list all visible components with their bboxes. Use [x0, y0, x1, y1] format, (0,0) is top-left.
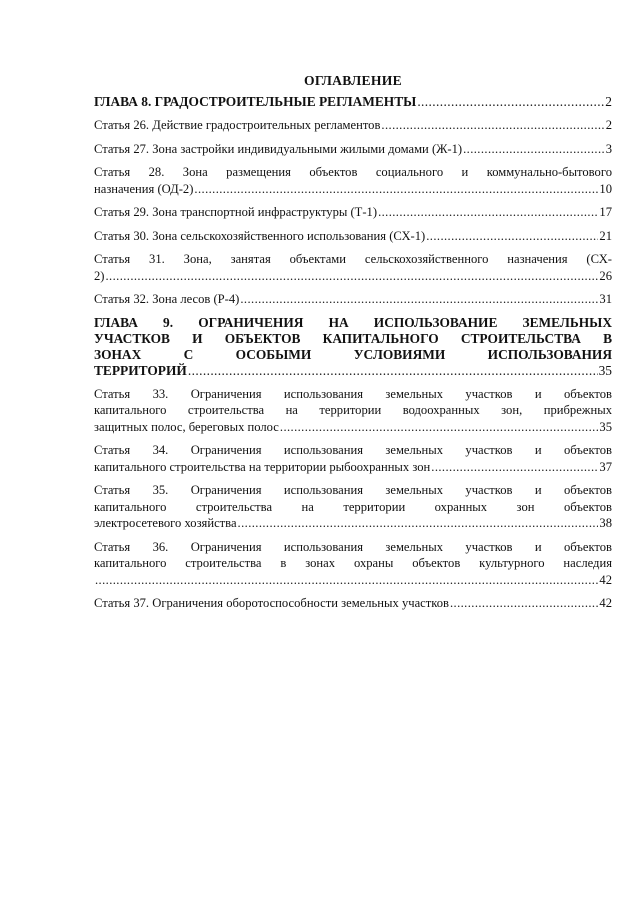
toc-page-number: 38 — [599, 516, 612, 530]
toc-page-number: 42 — [599, 596, 612, 610]
toc-entry-text: Статья 37. Ограничения оборотоспособности земельных участков — [94, 596, 449, 610]
toc-entries — [94, 94, 612, 612]
dot-leader — [426, 228, 598, 245]
dot-leader — [381, 117, 604, 134]
toc-entry-last-line — [94, 515, 612, 532]
toc-entry-line: УЧАСТКОВ И ОБЪЕКТОВ КАПИТАЛЬНОГО СТРОИТЕЛЬСТВА В — [94, 330, 612, 346]
toc-entry-line: Статья 36. Ограничения использования земельных участков и объектов — [94, 539, 612, 554]
dot-leader — [188, 363, 598, 379]
dot-leader — [417, 94, 604, 110]
dot-leader — [240, 291, 598, 308]
toc-article-entry[interactable] — [94, 204, 612, 221]
toc-entry-last-line — [94, 181, 612, 198]
toc-entry-line: Статья 28. Зона размещения объектов социального и коммунально-бытового — [94, 165, 612, 179]
toc-entry-last-line — [94, 572, 612, 589]
dot-leader — [463, 141, 605, 158]
toc-entry-line: капитального строительства на территории охранных зон объектов — [94, 499, 612, 514]
toc-article-entry[interactable] — [94, 539, 612, 589]
toc-chapter-entry[interactable] — [94, 94, 612, 110]
toc-article-entry[interactable] — [94, 164, 612, 197]
toc-page-number: 37 — [599, 459, 612, 474]
toc-entry-last-line — [94, 141, 612, 158]
toc-entry-line: ГЛАВА 9. ОГРАНИЧЕНИЯ НА ИСПОЛЬЗОВАНИЕ ЗЕМЕЛЬНЫХ — [94, 314, 612, 330]
toc-entry-last-line — [94, 291, 612, 308]
toc-entry-text: Статья 27. Зона застройки индивидуальными жилыми домами (Ж-1) — [94, 141, 463, 156]
toc-article-entry[interactable] — [94, 482, 612, 532]
toc-page-number: 3 — [605, 141, 612, 156]
toc-page-number: 2 — [605, 94, 612, 109]
toc-entry-line: Статья 35. Ограничения использования земельных участков и объектов — [94, 483, 612, 497]
toc-article-entry[interactable] — [94, 442, 612, 475]
toc-page-number: 10 — [599, 181, 612, 196]
dot-leader — [431, 459, 598, 476]
toc-entry-line: капитального строительства в зонах охраны объектов культурного наследия — [94, 556, 612, 570]
toc-page-number: 17 — [599, 205, 612, 219]
toc-entry-line: Статья 33. Ограничения использования земельных участков и объектов — [94, 386, 612, 401]
dot-leader — [378, 204, 598, 221]
toc-page-number: 26 — [599, 268, 612, 283]
toc-page-number: 35 — [599, 419, 612, 434]
toc-entry-last-line — [94, 117, 612, 134]
toc-page-number: 31 — [599, 292, 612, 306]
toc-entry-text: капитального строительства на территории рыбоохранных зон — [94, 459, 431, 474]
toc-entry-text: Статья 32. Зона лесов (Р-4) — [94, 292, 240, 306]
dot-leader — [238, 515, 599, 532]
toc-page-number: 42 — [599, 572, 612, 587]
toc-article-entry[interactable] — [94, 228, 612, 245]
table-of-contents — [94, 72, 612, 619]
dot-leader — [194, 181, 598, 198]
toc-entry-last-line — [94, 94, 612, 110]
toc-entry-text: ТЕРРИТОРИЙ — [94, 362, 187, 378]
toc-entry-line: ЗОНАХ С ОСОБЫМИ УСЛОВИЯМИ ИСПОЛЬЗОВАНИЯ — [94, 346, 612, 362]
toc-page-number: 35 — [598, 362, 612, 378]
toc-page-number: 2 — [605, 118, 612, 132]
dot-leader — [95, 572, 598, 589]
toc-entry-text: защитных полос, береговых полос — [94, 419, 279, 434]
toc-entry-text: Статья 26. Действие градостроительных регламентов — [94, 118, 381, 132]
toc-entry-line: Статья 31. Зона, занятая объектами сельскохозяйственного назначения (СХ- — [94, 252, 612, 266]
toc-entry-last-line — [94, 595, 612, 612]
toc-article-entry[interactable] — [94, 386, 612, 436]
toc-entry-text: Статья 30. Зона сельскохозяйственного использования (СХ-1) — [94, 228, 426, 243]
toc-entry-last-line — [94, 268, 612, 285]
toc-article-entry[interactable] — [94, 595, 612, 612]
toc-entry-last-line — [94, 459, 612, 476]
toc-entry-text: 2) — [94, 268, 105, 283]
toc-article-entry[interactable] — [94, 141, 612, 158]
dot-leader — [280, 419, 599, 436]
toc-title: ОГЛАВЛЕНИЕ — [303, 73, 403, 88]
toc-entry-last-line — [94, 363, 612, 379]
toc-chapter-entry[interactable] — [94, 315, 612, 379]
toc-article-entry[interactable] — [94, 291, 612, 308]
toc-article-entry[interactable] — [94, 117, 612, 134]
toc-entry-last-line — [94, 228, 612, 245]
toc-entry-line: Статья 34. Ограничения использования земельных участков и объектов — [94, 443, 612, 457]
dot-leader — [450, 595, 598, 612]
dot-leader — [106, 268, 599, 285]
toc-entry-line: капитального строительства на территории водоохранных зон, прибрежных — [94, 403, 612, 417]
toc-entry-text: электросетевого хозяйства — [94, 516, 237, 530]
toc-entry-text: назначения (ОД-2) — [94, 181, 194, 196]
toc-entry-text: Статья 29. Зона транспортной инфраструктуры (Т-1) — [94, 205, 378, 219]
toc-article-entry[interactable] — [94, 251, 612, 284]
toc-page-number: 21 — [599, 228, 612, 243]
toc-entry-text: ГЛАВА 8. ГРАДОСТРОИТЕЛЬНЫЕ РЕГЛАМЕНТЫ — [94, 94, 417, 109]
toc-entry-last-line — [94, 419, 612, 436]
toc-entry-last-line — [94, 204, 612, 221]
